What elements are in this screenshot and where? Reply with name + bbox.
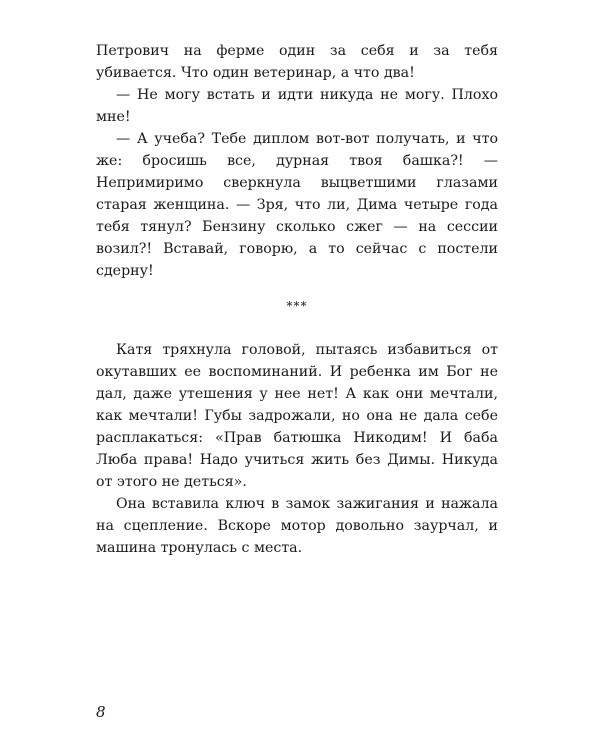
paragraph: Петрович на ферме один за себя и за тебя убивается. Что один ветеринар, а что два! xyxy=(96,43,498,81)
section-separator: *** xyxy=(286,299,308,313)
page-number: 8 xyxy=(96,703,106,721)
paragraph: Она вставила ключ в замок зажигания и нажала на сцепление. Вскоре мотор довольно заурчал, и машина тронулась с места. xyxy=(96,496,498,556)
section-block xyxy=(96,339,498,559)
paragraph: Катя тряхнула головой, пытаясь избавиться от окутавших ее воспоминаний. И ребенка им Бог не дал, даже утешения у нее нет! А как они мечтали, как мечтали! Губы задрожали, но она не дала себе расплакаться: «Прав батюшка Никодим! И баба Люба права! Надо учиться жить без Димы. Никуда от этого не деться». xyxy=(96,342,498,490)
paragraph: — Не могу встать и идти никуда не могу. Плохо мне! xyxy=(96,87,498,125)
paragraph: — А учеба? Тебе диплом вот-вот получать, и что же: бросишь все, дурная твоя башка?! — Непримиримо сверкнула выцветшими глазами старая женщина. — Зря, что ли, Дима четыре года тебя тянул? Бензину сколько сжег — на сессии возил?! Вставай, говорю, а то сейчас с постели сдерну! xyxy=(96,131,498,279)
page-body xyxy=(96,40,498,559)
